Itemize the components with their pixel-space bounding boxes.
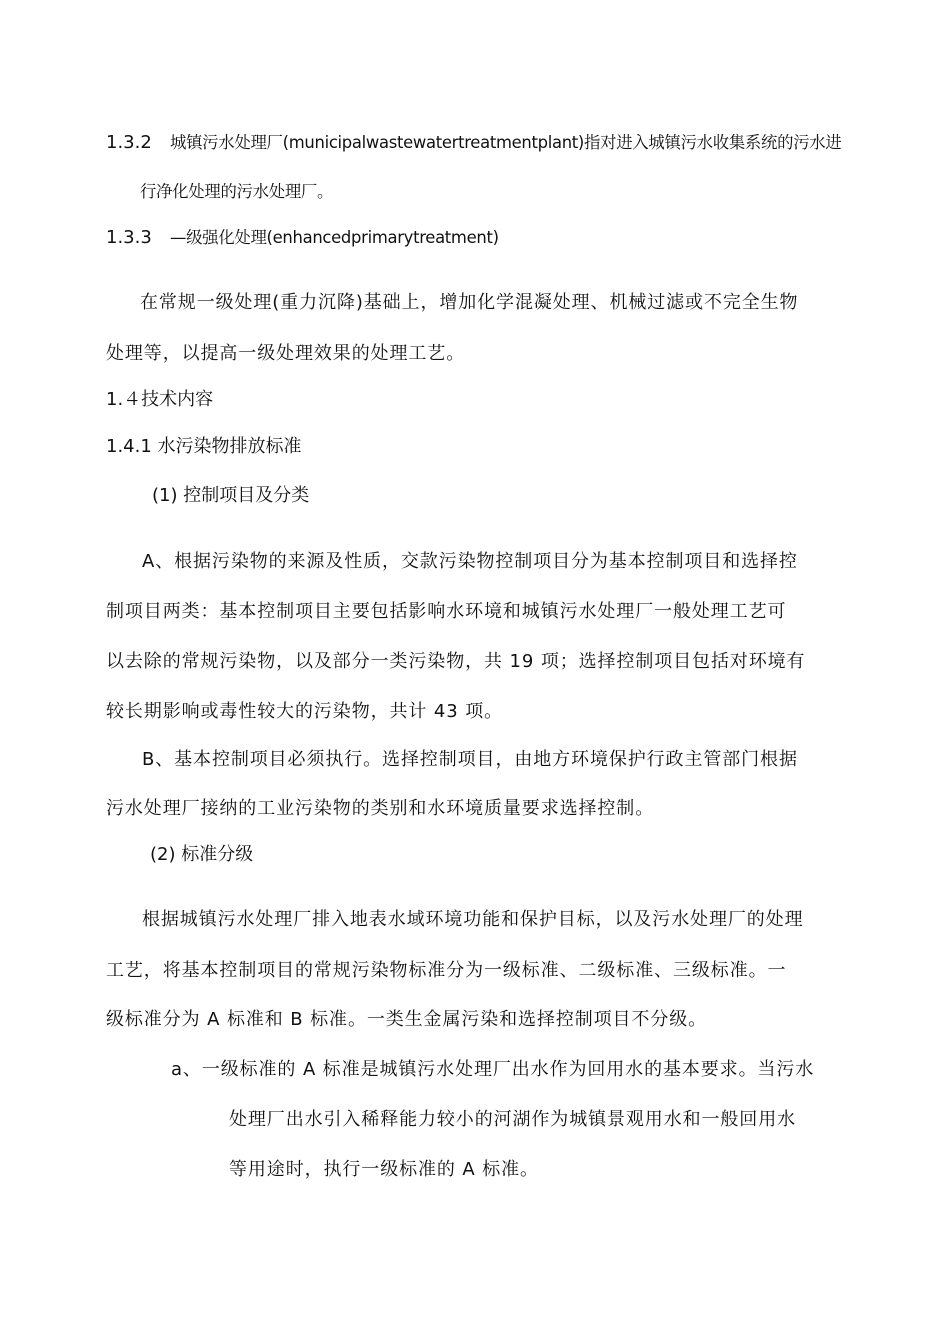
para-b-line-2: 污水处理厂接纳的工业污染物的类别和水环境质量要求选择控制。 xyxy=(106,798,655,819)
item-a-line-3: 等用途时，执行一级标准的 A 标准。 xyxy=(229,1159,539,1180)
section-1-3-2-line2: 行净化处理的污水处理厂。 xyxy=(140,182,334,201)
para-a-line-1: A、根据污染物的来源及性质，交款污染物控制项目分为基本控制项目和选择控 xyxy=(142,551,798,572)
item-a-line-1: a、一级标准的 A 标准是城镇污水处理厂出水作为回用水的基本要求。当污水 xyxy=(171,1059,815,1080)
section-text: 城镇污水处理厂(municipalwastewatertreatmentplant)指对进入城镇污水收集系统的污水进 xyxy=(170,133,842,152)
heading-1-4-1: 1.4.1 水污染物排放标准 xyxy=(106,436,302,457)
para-a-line-2: 制项目两类：基本控制项目主要包括影响水环境和城镇污水处理厂一般处理工艺可 xyxy=(106,601,787,622)
heading-1-4: 1.４技术内容 xyxy=(106,389,214,410)
section-1-3-3 xyxy=(106,226,499,250)
section-text: —级强化处理(enhancedprimarytreatment) xyxy=(170,228,499,247)
grade-line-3: 级标准分为 A 标准和 B 标准。一类生金属污染和选择控制项目不分级。 xyxy=(106,1009,708,1030)
section-1-3-2-line1 xyxy=(106,131,841,155)
section-number: 1.3.2 xyxy=(106,132,152,153)
grade-line-1: 根据城镇污水处理厂排入地表水域环境功能和保护目标，以及污水处理厂的处理 xyxy=(142,909,804,930)
subheading-1: (1) 控制项目及分类 xyxy=(152,485,310,506)
subheading-2: (2) 标准分级 xyxy=(150,844,254,865)
para-a-line-4: 较长期影响或毒性较大的污染物，共计 43 项。 xyxy=(106,701,504,722)
section-number: 1.3.3 xyxy=(106,227,152,248)
definition-line-2: 处理等，以提高一级处理效果的处理工艺。 xyxy=(106,343,466,364)
grade-line-2: 工艺，将基本控制项目的常规污染物标准分为一级标准、二级标准、三级标准。一 xyxy=(106,960,787,981)
para-b-line-1: B、基本控制项目必须执行。选择控制项目，由地方环境保护行政主管部门根据 xyxy=(142,749,798,770)
para-a-line-3: 以去除的常规污染物，以及部分一类污染物，共 19 项；选择控制项目包括对环境有 xyxy=(106,651,806,672)
item-a-line-2: 处理厂出水引入稀释能力较小的河湖作为城镇景观用水和一般回用水 xyxy=(229,1109,796,1130)
definition-line-1: 在常规一级处理(重力沉降)基础上，增加化学混凝处理、机械过滤或不完全生物 xyxy=(140,292,799,313)
